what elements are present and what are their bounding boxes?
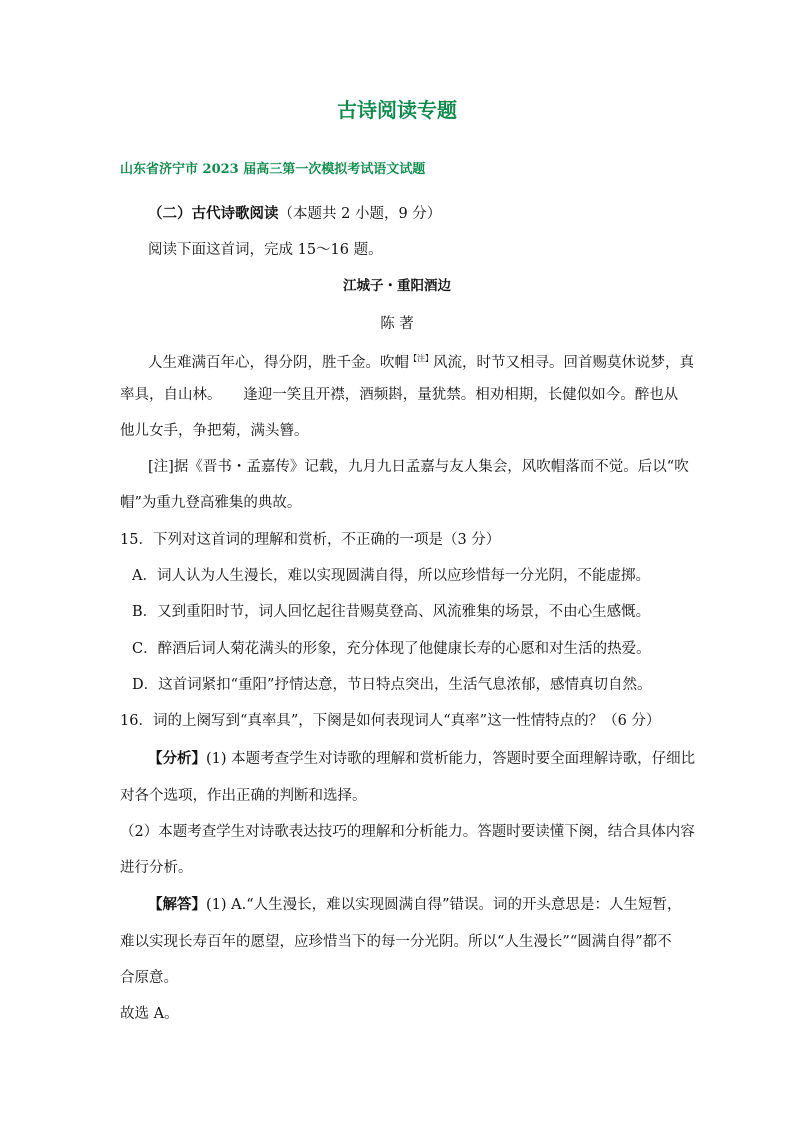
instruction-text: 阅读下面这首词，完成 15～16 题。 xyxy=(148,242,383,258)
section-header xyxy=(148,204,441,224)
analysis-line: 进行分析。 xyxy=(120,860,193,876)
poem-line: 率具，自山林。 逢迎一笑且开襟，酒频斟，量犹禁。相劝相期，长健似如今。醉也从 xyxy=(120,387,679,403)
source-line: 山东省济宁市 2023 届高三第一次模拟考试语文试题 xyxy=(120,162,426,177)
answer-label: 【解答】 xyxy=(148,896,206,913)
poem-line: 他儿女手，争把菊，满头簪。 xyxy=(120,423,309,439)
annotation-line: 帽”为重九登高雅集的典故。 xyxy=(120,495,302,511)
annotation-line: [注]据《晋书・孟嘉传》记载，九月九日孟嘉与友人集会，风吹帽落而不觉。后以“吹 xyxy=(148,459,689,475)
answer-final: 故选 A。 xyxy=(120,1006,179,1022)
answer-text: (1) A.“人生漫长，难以实现圆满自得”错误。词的开头意思是：人生短暂， xyxy=(206,897,682,913)
poem-text: 人生难满百年心，得分阴，胜千金。吹帽 xyxy=(148,354,409,371)
section-note: （本题共 2 小题，9 分） xyxy=(278,206,442,222)
analysis-line: 对各个选项，作出正确的判断和选择。 xyxy=(120,788,367,804)
poem-text: 风流，时节又相寻。回首赐莫休说梦，真 xyxy=(433,354,694,371)
analysis-text: (1) 本题考查学生对诗歌的理解和赏析能力，答题时要全面理解诗歌，仔细比 xyxy=(206,751,696,767)
analysis-label: 【分析】 xyxy=(148,750,206,767)
poem-line xyxy=(148,349,694,373)
option-b: B．又到重阳时节，词人回忆起往昔赐莫登高、风流雅集的场景，不由心生感慨。 xyxy=(132,604,651,620)
answer-line xyxy=(148,895,682,915)
page-title: 古诗阅读专题 xyxy=(337,98,457,122)
question-16: 16．词的上阕写到“真率具”，下阕是如何表现词人“真率”这一性情特点的？（6 分） xyxy=(120,713,661,729)
section-label: （二）古代诗歌阅读 xyxy=(148,205,279,222)
option-a: A．词人认为人生漫长，难以实现圆满自得，所以应珍惜每一分光阴，不能虚掷。 xyxy=(132,568,650,584)
question-15: 15．下列对这首词的理解和赏析，不正确的一项是（3 分） xyxy=(120,532,501,548)
note-marker: 【注】 xyxy=(409,354,433,363)
poem-title: 江城子・重阳酒边 xyxy=(343,278,451,294)
answer-line: 合原意。 xyxy=(120,970,178,986)
option-c: C．醉酒后词人菊花满头的形象，充分体现了他健康长寿的心愿和对生活的热爱。 xyxy=(132,641,651,657)
analysis-line: （2）本题考查学生对诗歌表达技巧的理解和分析能力。答题时要读懂下阕，结合具体内容 xyxy=(120,824,695,840)
option-d: D．这首词紧扣“重阳”抒情达意，节日特点突出，生活气息浓郁，感情真切自然。 xyxy=(132,677,652,693)
answer-line: 难以实现长寿百年的愿望，应珍惜当下的每一分光阴。所以“人生漫长”“圆满自得”都不 xyxy=(120,934,672,950)
poem-author: 陈 著 xyxy=(380,316,414,332)
analysis-line xyxy=(148,749,695,769)
